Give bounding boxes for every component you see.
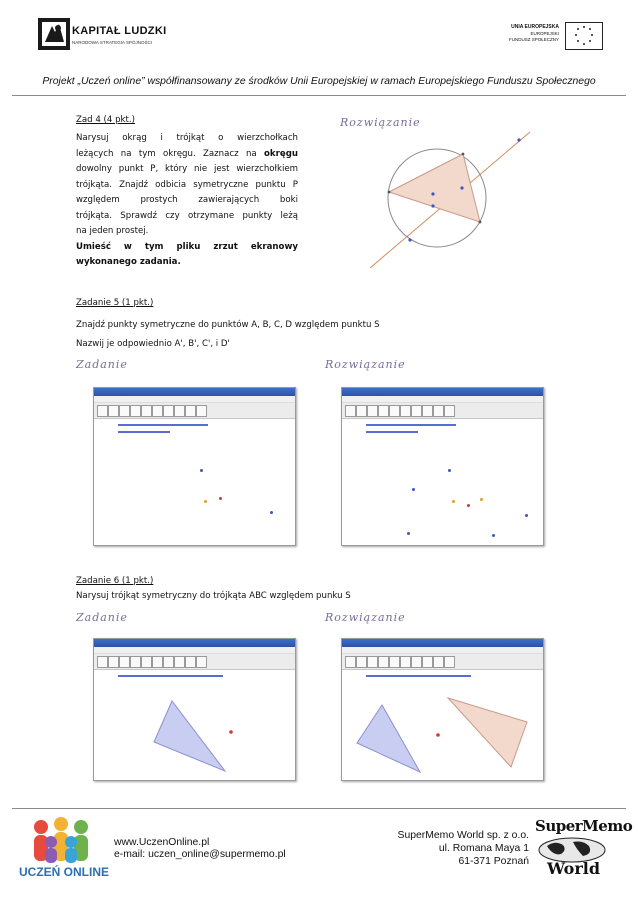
task5-solution-screenshot [341, 387, 544, 546]
eu-logo-line3: FUNDUSZ SPOŁECZNY [508, 37, 559, 42]
footer-divider [12, 808, 626, 809]
task4-line: na jeden prostej. [76, 226, 149, 236]
task4-line-text: leżących na tym okręgu. Zaznacz na [76, 148, 257, 159]
triangle-abc [94, 639, 295, 780]
vertex [479, 221, 482, 224]
task5-line2: Nazwij je odpowiednio A', B', C', i D' [76, 339, 230, 349]
task6-task-screenshot [93, 638, 296, 781]
footer-street: ul. Romana Maya 1 [438, 843, 529, 854]
point [408, 238, 411, 241]
footer-email[interactable]: e-mail: uczen_online@supermemo.pl [114, 849, 286, 860]
task4-line [76, 147, 298, 163]
task4-title: Zad 4 (4 pkt.) [76, 115, 135, 125]
task4-line: trójkąta. Znajdź odbicia symetryczne punktu P [76, 179, 298, 190]
project-line: Projekt „Uczeń online” współfinansowany ze środków Unii Europejskiej w ramach Europejskiego Funduszu Społecznego [42, 76, 596, 87]
task6-solution-screenshot [341, 638, 544, 781]
task4-solution-figure [362, 130, 542, 270]
header-divider [12, 95, 626, 96]
task4-line: Narysuj okrąg i trójkąt o wierzchołkach [76, 133, 298, 143]
supermemo-logo-line1: SuperMemo [535, 817, 633, 835]
task5-task-label: Zadanie [76, 358, 128, 371]
uczen-online-logo [17, 815, 107, 883]
task5-solution-label: Rozwiązanie [325, 358, 406, 371]
task4-solution-label: Rozwiązanie [340, 116, 421, 129]
task6-title: Zadanie 6 (1 pkt.) [76, 576, 154, 586]
task4-line: dowolny punkt P, który nie jest wierzchołkiem [76, 164, 298, 174]
eu-flag-icon [565, 22, 603, 50]
eu-logo-line2: EUROPEJSKI [530, 31, 559, 36]
triangle [389, 154, 480, 222]
task4-line-bold: okręgu [264, 148, 298, 159]
task6-task-label: Zadanie [76, 611, 128, 624]
task4-line-bold: wykonanego zadania. [76, 257, 181, 267]
point [431, 192, 434, 195]
vertex [462, 153, 465, 156]
footer-company: SuperMemo World sp. z o.o. [397, 830, 529, 841]
people-figures-icon [17, 815, 107, 865]
footer-website[interactable]: www.UczenOnline.pl [114, 837, 210, 848]
point [460, 186, 463, 189]
point [431, 204, 434, 207]
footer-city: 61-371 Poznań [458, 856, 529, 867]
triangles-abc-and-image [342, 639, 543, 780]
task5-task-screenshot [93, 387, 296, 546]
task4-line: względem prostych zawierających boki [76, 195, 298, 205]
uczen-online-text: UCZEŃ ONLINE [19, 865, 109, 879]
vertex [388, 191, 391, 194]
task5-line1: Znajdź punkty symetryczne do punktów A, B, C, D względem punktu S [76, 320, 380, 330]
kapital-ludzki-emblem-icon [38, 18, 78, 58]
task6-line1: Narysuj trójkąt symetryczny do trójkąta ABC względem punku S [76, 591, 351, 601]
supermemo-logo-line2: World [547, 859, 601, 878]
kapital-ludzki-title: KAPITAŁ LUDZKI [72, 25, 167, 37]
task4-body [76, 131, 298, 271]
eu-logo [503, 22, 603, 54]
task4-line-bold: Umieść w tym pliku zrzut ekranowy [76, 241, 298, 252]
supermemo-world-logo [533, 815, 633, 881]
eu-logo-title: UNIA EUROPEJSKA [511, 24, 559, 30]
point [517, 138, 520, 141]
task6-solution-label: Rozwiązanie [325, 611, 406, 624]
kapital-ludzki-logo [38, 18, 178, 58]
task4-line: trójkąta. Sprawdź czy otrzymane punkty leżą [76, 210, 298, 221]
kapital-ludzki-subtitle: NARODOWA STRATEGIA SPÓJNOŚCI [72, 40, 153, 45]
task5-title: Zadanie 5 (1 pkt.) [76, 298, 154, 308]
